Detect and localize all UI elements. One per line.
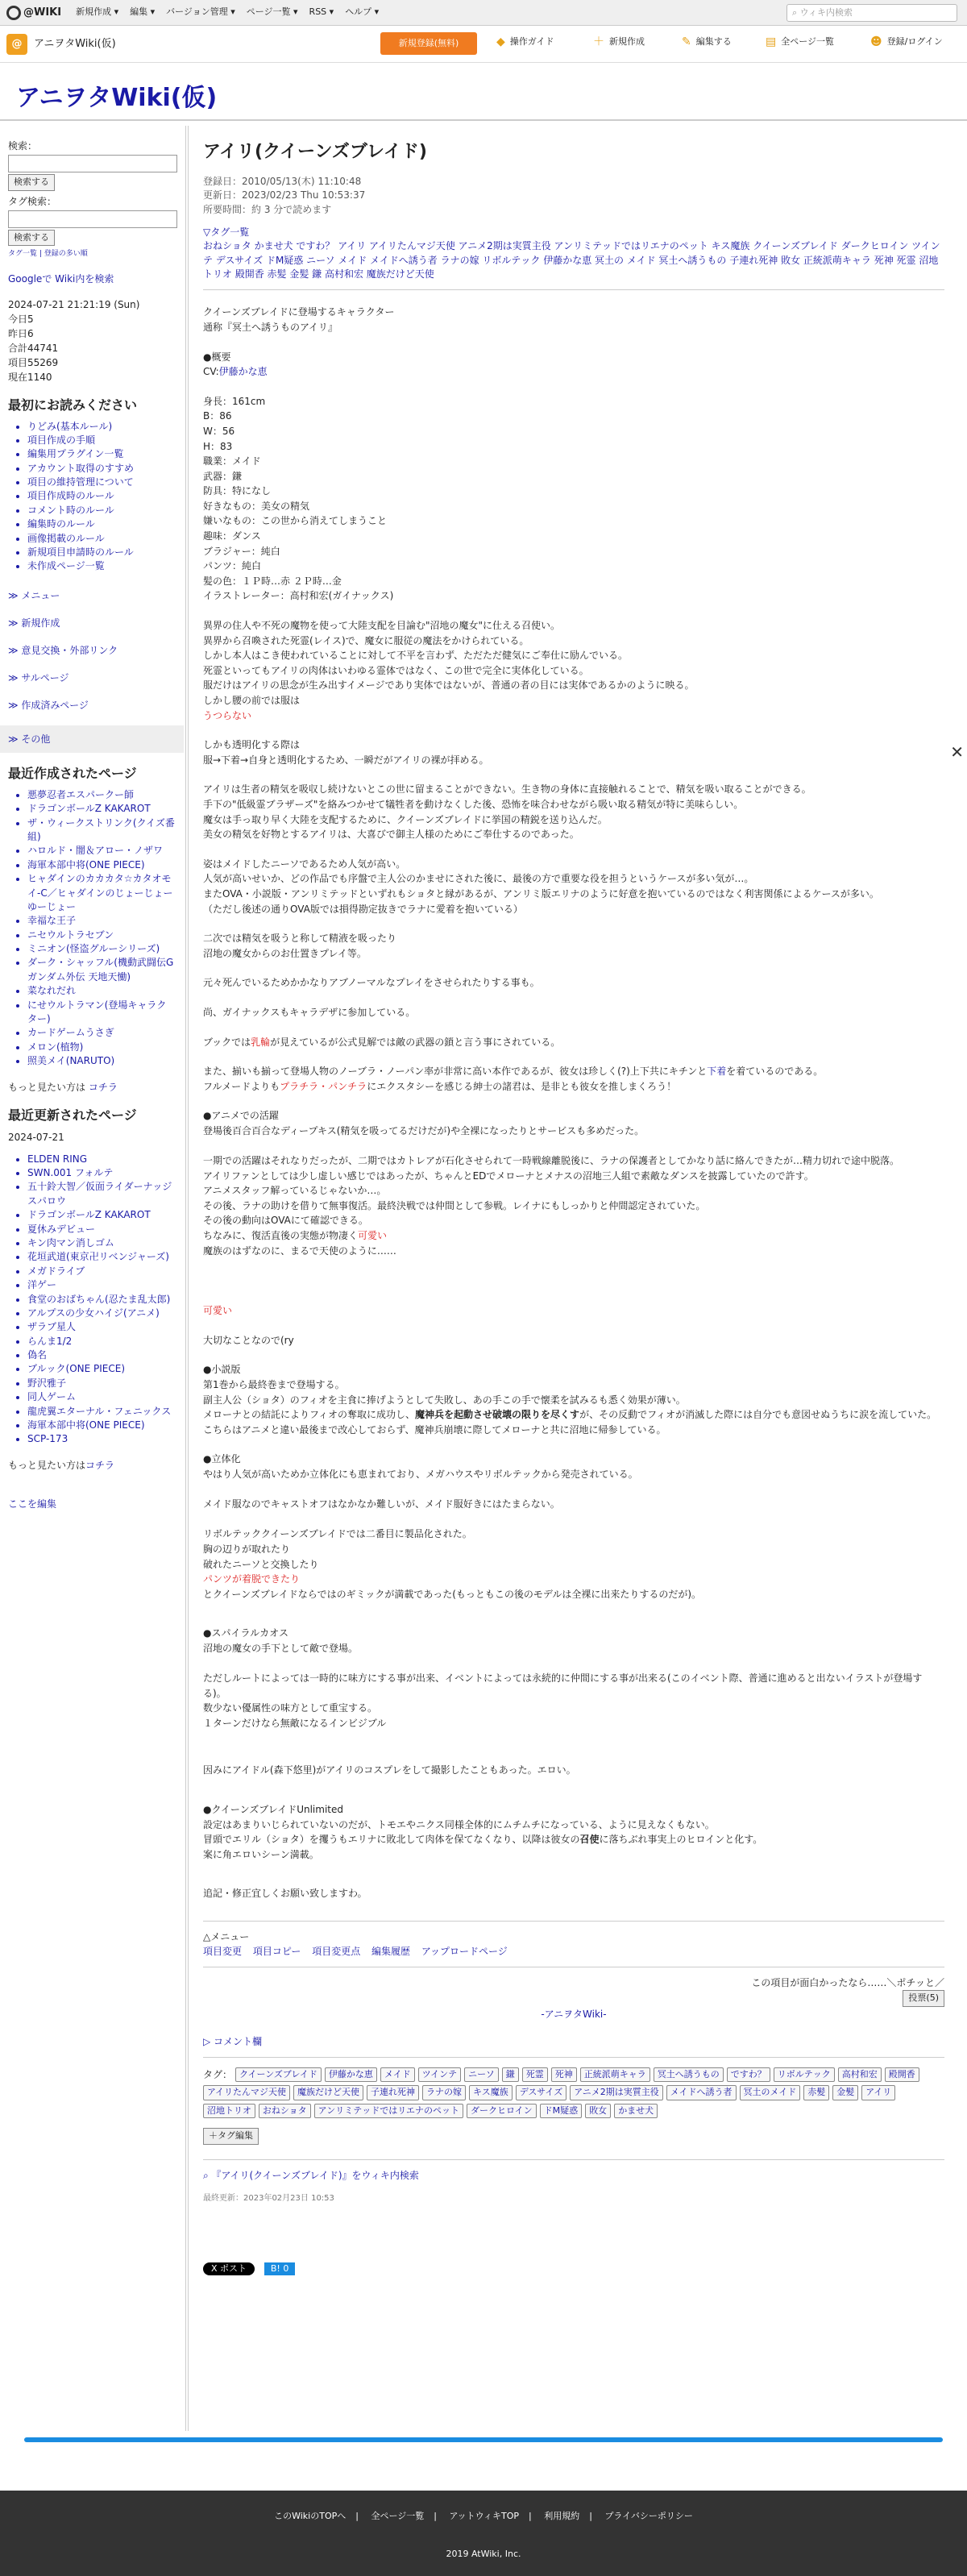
menu-edit[interactable]: 編集 ▾	[130, 6, 156, 18]
tag-chip[interactable]: ダークヒロイン	[467, 2104, 537, 2119]
recent-created-title: 最近作成されたページ	[8, 765, 137, 781]
nav-menu[interactable]: ≫ メニュー	[8, 589, 60, 601]
cv-line	[203, 364, 944, 380]
list-item[interactable]: • アカウント取得のすすめ	[27, 462, 176, 476]
list-item[interactable]: • ミニオン(怪盗グルーシリーズ)	[27, 942, 176, 956]
cosplay-text: 因みにアイドル(森下悠里)がアイリのコスプレをして撮影したこともあった。エロい。	[203, 1764, 576, 1776]
site-bar	[0, 26, 967, 63]
more-label: もっと見たい方は	[8, 1081, 86, 1093]
main-content	[203, 139, 944, 2275]
nav-created[interactable]: ≫ 作成済みページ	[8, 699, 89, 711]
tag-chip[interactable]: 魔族だけど天使	[293, 2085, 363, 2100]
recent-created-list	[27, 788, 176, 1069]
anime-heading: ●アニメでの活躍	[203, 1110, 279, 1122]
list-item[interactable]: • メロン(植物)	[27, 1041, 176, 1054]
document-icon: ▤	[766, 35, 777, 48]
tag-chip[interactable]: メイド	[380, 2067, 415, 2083]
tag-chip[interactable]: 高村和宏	[838, 2067, 882, 2083]
wiki-title[interactable]: アニヲタWiki(仮)	[16, 84, 218, 112]
tag-chip[interactable]: 赤髪	[803, 2085, 829, 2100]
list-item[interactable]: • 洋ゲー	[27, 1278, 176, 1292]
tag-search-input[interactable]	[8, 210, 177, 228]
login-button[interactable]: ☻ 登録/ログイン	[870, 34, 943, 51]
list-item[interactable]: • ドラゴンボールZ KAKAROT	[27, 1208, 176, 1222]
tag-chip[interactable]: キス魔族	[469, 2085, 513, 2100]
list-item[interactable]: • 項目作成の手順	[27, 434, 176, 447]
register-button[interactable]: 新規登録(無料)	[380, 32, 477, 55]
tag-chip[interactable]: ドM疑惑	[540, 2104, 583, 2119]
edit-sidebar-link[interactable]: ここを編集	[8, 1498, 57, 1510]
description-3: アイリは生者の精気を吸収し続けないとこの世に留まることができない。生き物の身体に直接触れることで、精気を吸い取ることができる。 手下の"低級霊ブラザーズ"を絡みつかせて犠牲者を動けなくした後、恐怖を味合わせながら吸い取る精気が特に美味らしい。 魔女は手っ取り早く大陸を支配するために、クイーンズブレイドに挙国の精鋭を送り込んだ。 美女の精気を好物とするアイリは、大喜びで御主人様のためにご奉仕するのであった。	[203, 783, 811, 841]
tag-chip[interactable]: ツインテ	[418, 2067, 461, 2083]
list-item[interactable]: • りどみ(基本ルール)	[27, 420, 176, 434]
list-item[interactable]: • 花垣武道(東京卍リベンジャーズ)	[27, 1250, 176, 1264]
menu-version[interactable]: バージョン管理 ▾	[166, 6, 235, 18]
text-span: とクイーンズブレイドならではのギミックが満載であった(もっともこの後のモデルは全裸に出来たりするのだが)。	[203, 1588, 702, 1600]
text-span: 魔族のはずなのに、まるで天使のように……	[203, 1244, 396, 1257]
tag-chip[interactable]: 沼地トリオ	[203, 2104, 255, 2119]
more-updated-link[interactable]: コチラ	[85, 1459, 115, 1471]
profile-text: 身長：161cm B：86 W：56 H：83 職業：メイド 武器：鎌 防具：特になし 好きなもの：美女の精気 嫌いなもの：この世から消えてしまうこと 趣味：ダンス ブラジャー：純白 パンツ：純白 髪の色：１Ｐ時…赤 ２Ｐ時…金 イラストレーター：高村和宏(ガイナックス)	[203, 395, 394, 602]
cute-note: 大切なことなので(ry	[203, 1334, 294, 1346]
overview-heading: ●概要	[203, 351, 231, 363]
footer: このWikiのTOPへ | 全ページ一覧 | アットウィキTOP | 利用規約 | プライバシーポリシー 2019 AtWiki, Inc.	[0, 2491, 967, 2576]
pencil-icon: ✎	[682, 35, 691, 48]
description-6: 元々死んでいるためかかなりアブノーマルなプレイをさせられたりする事も。	[203, 977, 540, 989]
stat-yesterday: 昨日6	[8, 327, 34, 339]
menu-pages[interactable]: ページ一覧 ▾	[246, 6, 298, 18]
more-created	[8, 1080, 176, 1095]
search-icon: ⌕	[203, 2169, 212, 2181]
unlimited-text	[203, 1818, 944, 1863]
vote-button[interactable]: 投票(5)	[903, 1990, 944, 2007]
footer-atwiki-link[interactable]: アットウィキTOP	[449, 2511, 520, 2521]
spiral-text: 沼地の魔女の手下として敵で登場。 ただしルートによっては一時的に味方にする事が出来、イベントによっては永続的に仲間にする事が出来る(このイベント際、普通に進めると出ないイラストが登場する)。 数少ない優属性の味方として重宝する。 １ターンだけなら無敵になるインビジブル	[203, 1642, 923, 1729]
all-pages-button[interactable]: ▤ 全ページ一覧	[766, 34, 834, 51]
list-item[interactable]: • 海軍本部中将(ONE PIECE)	[27, 858, 176, 872]
list-item[interactable]: • 食堂のおばちゃん(忍たま乱太郎)	[27, 1293, 176, 1307]
cv-link[interactable]: 伊藤かな恵	[218, 366, 268, 378]
atwiki-logo[interactable]: @WIKI	[6, 5, 61, 21]
text-span: を着ているのである。 フルメードよりも	[203, 1066, 824, 1092]
tag-search-button[interactable]: 検索する	[8, 230, 55, 247]
column-divider	[185, 126, 189, 2431]
bold-emphasis: 魔神兵を起動させ破壊の限りを尽くす	[415, 1409, 580, 1421]
list-item[interactable]: • ダーク・シャッフル(機動武闘伝Gガンダム外伝 天地天慟)	[27, 956, 176, 984]
like-text: この項目が面白かったなら……＼ポチッと／	[751, 1977, 944, 1989]
stats	[8, 297, 176, 384]
tag-list-links[interactable]: タグ一覧 | 登録の多い順	[8, 250, 88, 258]
tag-list-inline[interactable]: おねショタ かませ犬 ですわ？ アイリ アイリたんマジ天使 アニメ2期は実質主役 アンリミテッドではリエナのペット キス魔族 クイーンズブレイド ダークヒロイン ツインテ デスサイズ ドM疑惑 ニーソ メイド メイドへ誘う者 ラナの嫁 リボルテック 伊藤かな恵 冥土の メイド 冥土へ誘うもの 子連れ死神 敗女 正統派萌キャラ 死神 死霊 沼地トリオ 殿開香 赤髪 金髪 鎌 高村和宏 魔族だけど天使	[203, 240, 940, 280]
anime-text	[203, 1124, 944, 1258]
list-item[interactable]: • ザラブ星人	[27, 1320, 176, 1334]
tag-chip[interactable]: クイーンズブレイド	[235, 2067, 322, 2083]
menu-history[interactable]: 編集履歴	[371, 1946, 411, 1958]
closing-text: 追記・修正宜しくお願い致しますわ。	[203, 1888, 367, 1900]
list-item[interactable]: • ブルック(ONE PIECE)	[27, 1362, 176, 1376]
tag-chip[interactable]: おねショタ	[259, 2104, 311, 2119]
tag-search-label: タグ検索：	[8, 195, 57, 207]
more-label: もっと見たい方は	[8, 1459, 86, 1471]
tag-chip[interactable]: デスサイズ	[516, 2085, 567, 2100]
footer-accent-bar	[24, 2437, 943, 2442]
sidebar	[0, 139, 184, 1511]
menu-copy[interactable]: 項目コピー	[252, 1946, 301, 1958]
footer-top-link[interactable]: このWikiのTOPへ	[274, 2511, 347, 2521]
list-item[interactable]: • 偽名	[27, 1348, 176, 1362]
tag-chip[interactable]: アニメ2期は実質主役	[570, 2085, 662, 2100]
tag-chip[interactable]: 死神	[551, 2067, 577, 2083]
list-item[interactable]: • コメント時のルール	[27, 504, 176, 517]
tags-label: タグ：	[203, 2068, 233, 2080]
red-emphasis-1: うつらない	[203, 709, 252, 721]
spiral-heading: ●スパイラルカオス	[203, 1627, 288, 1639]
last-update: 最終更新：2023年02月23日 10:53	[203, 2193, 334, 2203]
tag-list-toggle[interactable]: ▽タグ一覧	[203, 226, 250, 239]
guide-button[interactable]: ◆ 操作ガイド	[496, 34, 554, 51]
google-search-link[interactable]: Googleで Wiki内を検索	[8, 272, 114, 285]
menu-rss[interactable]: RSS ▾	[309, 6, 334, 18]
text-span: ブックでは	[203, 1036, 251, 1048]
list-item[interactable]: • ニセウルトラセブン	[27, 929, 176, 942]
page-title: アイリ(クイーンズブレイド)	[203, 142, 427, 162]
signature: -アニヲタWiki-	[541, 2008, 607, 2020]
read-time: 所要時間：約 3 分で読めます	[203, 203, 332, 215]
comment-toggle[interactable]: ▷ コメント欄	[203, 2035, 263, 2047]
tag-chip[interactable]: 敗女	[585, 2104, 611, 2119]
stat-now: 現在1140	[8, 371, 52, 383]
updated-date: 更新日：2023/02/23 Thu 10:53:37	[203, 189, 366, 202]
red-emphasis-2: 乳輪	[251, 1036, 271, 1048]
novel-heading: ●小説版	[203, 1364, 241, 1376]
text-span: が、その反動でフィオが消滅した際には自分でも意図せぬうちに涙を流していた。 こちらはアニメと違い最後まで改心しておらず、魔神兵崩壊に際してメローナと共に沼地に帰参している。	[203, 1409, 937, 1435]
list-item[interactable]: • 項目作成時のルール	[27, 489, 176, 503]
nav-exchange[interactable]: ≫ 意見交換・外部リンク	[8, 644, 118, 656]
recent-updated-date: 2024-07-21	[8, 1131, 64, 1143]
description-2: しかも透明化する際は 服→下着→自身と透明化するため、一瞬だがアイリの裸が拝める。	[203, 739, 489, 766]
list-item[interactable]: • キン肉マン消しゴム	[27, 1236, 176, 1250]
menu-heading: △メニュー	[203, 1931, 250, 1943]
list-item[interactable]: • 同人ゲーム	[27, 1390, 176, 1404]
stat-datetime: 2024-07-21 21:21:19 (Sun)	[8, 298, 140, 310]
description-4: 姿はメイドしたニーソであるため人気が高い。 人気が高いせいか、どの作品でも序盤で主人公のかませにされた後に、最後の方で重要な役を担うというケースが多い気が…。 またOVA・小説版・アンリミテッドといずれもショタと縁があるが、アンリミ版エリナのように好意を抱いているのではなく利害関係によるケースが多い。 （ただし後述の通りOVA版では損得勘定抜きでラナに愛着を抱いている）	[203, 858, 879, 915]
page-header	[0, 63, 967, 121]
recent-updated-list	[27, 1153, 176, 1447]
list-item[interactable]: • ドラゴンボールZ KAKAROT	[27, 802, 176, 816]
list-item[interactable]: • らんま1/2	[27, 1335, 176, 1348]
list-item[interactable]: • 五十鈴大智／仮面ライダーナッジスパロウ	[27, 1180, 176, 1208]
page-meta	[203, 175, 944, 217]
more-created-link[interactable]: コチラ	[88, 1081, 118, 1093]
list-item[interactable]: • SWN.001 フォルテ	[27, 1166, 176, 1180]
list-item[interactable]: • 項目の維持管理について	[27, 476, 176, 489]
text-span: 設定はあまりいじられていないのだが、トモエやニクス同様全体的にムチムチになっている、ように見えなくもない。 冒頭でエリル（ショタ）を攫うもエリナに敗北して肉体を保てなくなり、以降は彼女の	[203, 1818, 715, 1846]
tag-chip[interactable]: アイリ	[861, 2085, 895, 2100]
wiki-search-link[interactable]: ⌕ 『アイリ(クイーンズブレイド)』をウィキ内検索	[203, 2169, 419, 2181]
description-9	[203, 1064, 944, 1094]
close-icon[interactable]: ✕	[950, 742, 964, 762]
tag-chip[interactable]: 伊藤かな恵	[325, 2067, 377, 2083]
tag-chip[interactable]: ラナの嫁	[422, 2085, 466, 2100]
description-1: 異界の住人や不死の魔物を使って大陸支配を目論む"沼地の魔女"に仕える召使い。 異界から召喚された死霊(レイス)で、魔女に服従の魔法をかけられている。 しかし本人はこき使われていることに対して不平を言わず、ただただ健気にご奉仕に励んでいる。 死霊といってもアイリの肉体はいわゆる霊体ではなく、この世で完全に実体化している。 服だけはアイリの思念が生み出すイメージであり実体ではないが、普通の者の目には実体であるかのように映る。 しかし腰の前では服は	[203, 620, 695, 706]
tag-chip[interactable]: 正統派萌キャラ	[580, 2067, 650, 2083]
tag-chip[interactable]: リボルテック	[774, 2067, 835, 2083]
new-page-button[interactable]: ＋ 新規作成	[593, 34, 645, 51]
red-emphasis-4: パンツが着脱できたり	[203, 1573, 301, 1585]
list-item[interactable]: • ヒャダインのカカカタ☆カタオモイ-C／ヒャダインのじょーじょーゆーじょー	[27, 872, 176, 914]
list-item[interactable]: • カードゲームうさぎ	[27, 1026, 176, 1040]
shield-icon: ◆	[496, 35, 505, 48]
tag-chip[interactable]: 金髪	[832, 2085, 858, 2100]
tag-chip[interactable]: 死霊	[522, 2067, 548, 2083]
menu-upload[interactable]: アップロードページ	[421, 1946, 508, 1958]
list-item[interactable]: • 編集時のルール	[27, 517, 176, 531]
list-item[interactable]: • 未作成ページ一覧	[27, 559, 176, 573]
list-item[interactable]: • 画像掲載のルール	[27, 532, 176, 546]
bold-emphasis: 召使	[579, 1834, 600, 1846]
tag-buttons	[203, 2067, 944, 2119]
first-read-title: 最初にお読みください	[8, 397, 138, 413]
page-menu	[203, 1944, 944, 1959]
intro-text: クイーンズブレイドに登場するキャラクター 通称『冥土へ誘うものアイリ』	[203, 306, 395, 333]
list-item[interactable]: • 編集用プラグイン一覧	[27, 447, 176, 461]
list-item[interactable]: • SCP-173	[27, 1432, 176, 1446]
figure-text	[203, 1467, 944, 1602]
menu-diff[interactable]: 項目変更点	[312, 1946, 361, 1958]
copyright: 2019 AtWiki, Inc.	[446, 2548, 521, 2559]
menu-new[interactable]: 新規作成 ▾	[76, 6, 119, 18]
tag-chip[interactable]: 子連れ死神	[367, 2085, 419, 2100]
text-span: に落ちぶれ事実上のヒロインと化す。 案に角エロいシーン満載。	[203, 1834, 763, 1860]
list-item[interactable]: • 新規項目申請時のルール	[27, 546, 176, 559]
search-label: 検索：	[8, 140, 38, 152]
sidebar-search-input[interactable]	[8, 155, 177, 172]
unlimited-heading: ●クイーンズブレイドUnlimited	[203, 1804, 343, 1816]
tag-chip[interactable]: ですわ？	[727, 2067, 770, 2083]
tag-chip[interactable]: 冥土のメイド	[740, 2085, 801, 2100]
nav-salvage[interactable]: ≫ サルページ	[8, 671, 69, 683]
list-item[interactable]: • 幸福な王子	[27, 914, 176, 928]
tag-chip[interactable]: アイリたんマジ天使	[203, 2085, 290, 2100]
list-item[interactable]: • 照美メイ(NARUTO)	[27, 1054, 176, 1068]
plus-icon: ＋	[593, 35, 604, 48]
top-bar	[0, 0, 967, 26]
tag-edit-button[interactable]: ＋タグ編集	[203, 2128, 259, 2145]
nav-other[interactable]: ≫ その他	[8, 733, 51, 745]
tag-chip[interactable]: 殿開香	[885, 2067, 919, 2083]
users-icon: ☻	[870, 35, 882, 48]
edit-button[interactable]: ✎ 編集する	[682, 34, 732, 51]
tag-chip[interactable]: ニーソ	[464, 2067, 499, 2083]
text-span: が見えているが公式見解では敵の武器の鎖と言う事にされている。	[270, 1036, 561, 1048]
red-emphasis-3: 可愛い	[358, 1230, 388, 1242]
list-item[interactable]: • 野沢雅子	[27, 1377, 176, 1390]
list-item[interactable]: • ハロルド・闇＆アロー・ノザワ	[27, 844, 176, 858]
site-name[interactable]: @ アニヲタWiki(仮)	[6, 34, 116, 55]
list-item[interactable]: • 龍虎翼エターナル・フェニックス	[27, 1405, 176, 1419]
hatena-bookmark-button[interactable]: B! 0	[264, 2262, 295, 2276]
stat-items: 項目55269	[8, 356, 59, 368]
novel-text	[203, 1377, 944, 1437]
cv-label: CV:	[203, 366, 219, 378]
list-item[interactable]: • ELDEN RING	[27, 1153, 176, 1166]
first-read-list	[27, 420, 176, 574]
menu-change[interactable]: 項目変更	[203, 1946, 243, 1958]
footer-terms-link[interactable]: 利用規約	[544, 2511, 580, 2521]
list-item[interactable]: • 菜なれだれ	[27, 984, 176, 998]
figure-heading: ●立体化	[203, 1453, 241, 1465]
recent-updated-title: 最近更新されたページ	[8, 1107, 137, 1123]
tag-chip[interactable]: メイドへ誘う者	[666, 2085, 737, 2100]
tag-chip[interactable]: かませ犬	[614, 2104, 658, 2119]
list-item[interactable]: • 夏休みデビュー	[27, 1223, 176, 1236]
list-item[interactable]: • にせウルトラマン(登場キャラクター)	[27, 999, 176, 1027]
text-span: やはり人気が高いためか立体化にも恵まれており、メガハウスやリボルテックから発売されている。 メイド服なのでキャストオフはなかなか難しいが、メイド服好きにはたまらない。 リボルテッククイーンズブレイドでは二番目に製品化された。 胸の辺りが取れたり 破れたニーソと交換したり	[203, 1468, 638, 1570]
menu-help[interactable]: ヘルプ ▾	[345, 6, 380, 18]
footer-all-pages-link[interactable]: 全ページ一覧	[371, 2511, 425, 2521]
description-7: 尚、ガイナックスもキャラデザに参加している。	[203, 1006, 416, 1018]
wiki-search-input[interactable]: ⌕ ウィキ内検索	[786, 4, 957, 22]
description-8	[203, 1035, 944, 1050]
registered-date: 登録日：2010/05/13(木) 11:10:48	[203, 176, 362, 187]
list-item[interactable]: • 海軍本部中将(ONE PIECE)	[27, 1419, 176, 1432]
text-span: また、揃いも揃って登場人物のノーブラ・ノーパン率が非常に高い本作であるが、彼女は珍しく(?)上下共にキチンと	[203, 1066, 708, 1078]
list-item[interactable]: • ザ・ウィークストリンク(クイズ番組)	[27, 816, 176, 845]
list-item[interactable]: • メガドライブ	[27, 1265, 176, 1278]
footer-privacy-link[interactable]: プライバシーポリシー	[604, 2511, 693, 2521]
post-x-button[interactable]: X ポスト	[203, 2262, 255, 2276]
stat-today: 今日5	[8, 313, 34, 325]
text-span: 登場後百合百合なディープキス(精気を吸ってるだけだが)や全裸になったりとサービスも多めだった。 一期での活躍はそれなりだったが、二期ではカトレアが石化させられて一時戦線離脱後に、ラナの保護者としてかなり話に絡んできたが…精力切れで途中脱落。 アイリファンとしては少し虚しい感じではあったが、ちゃんとEDでメローナとメナスの沼地三人組で素敵なダンスを披露していたので許す。 アニメスタッフ解っているじゃないか…。 その後、ラナの助けを借りて無事復活。最終決戦では仲間として参戦。レイナにもしっかりと仲間認定されていた。 その後の動向はOVAにて確認できる。 ちなみに、復活直後の実態が物凄く	[203, 1124, 900, 1242]
list-item[interactable]: • 悪夢忍者エスパークー師	[27, 788, 176, 802]
text-span: 第1巻から最終巻まで登場する。 副主人公（ショタ）のフィオを主食に捧げようとして失敗し、あの手この手で懐柔を試みるも悉く効果が薄い。 メローナとの結託によりフィオの奪取に成功し、	[203, 1379, 686, 1421]
cute-emphasis: 可愛い	[203, 1305, 233, 1317]
site-icon: @	[6, 34, 27, 55]
search-icon: ⌕	[792, 7, 800, 18]
tag-chip[interactable]: アンリミテッドではリエナのペット	[314, 2104, 463, 2119]
tag-chip[interactable]: 冥土へ誘うもの	[654, 2067, 724, 2083]
list-item[interactable]: • アルプスの少女ハイジ(アニメ)	[27, 1307, 176, 1320]
stat-total: 合計44741	[8, 342, 59, 354]
description-5: 二次では精気を吸うと称して精液を吸ったり 沼地の魔女からのお仕置きプレイ等。	[203, 933, 397, 959]
tag-chip[interactable]: 鎌	[502, 2067, 519, 2083]
nav-new[interactable]: ≫ 新規作成	[8, 617, 60, 629]
sidebar-search-button[interactable]: 検索する	[8, 174, 55, 191]
sidebar-nav	[8, 588, 176, 753]
panchira-link[interactable]: プラチラ・パンチラ	[280, 1080, 367, 1092]
text-span: にエクスタシーを感じる紳士の諸君は、是非とも彼女を推しまくろう！	[367, 1080, 677, 1092]
more-updated	[8, 1458, 176, 1473]
underwear-link[interactable]: 下着	[707, 1066, 727, 1078]
